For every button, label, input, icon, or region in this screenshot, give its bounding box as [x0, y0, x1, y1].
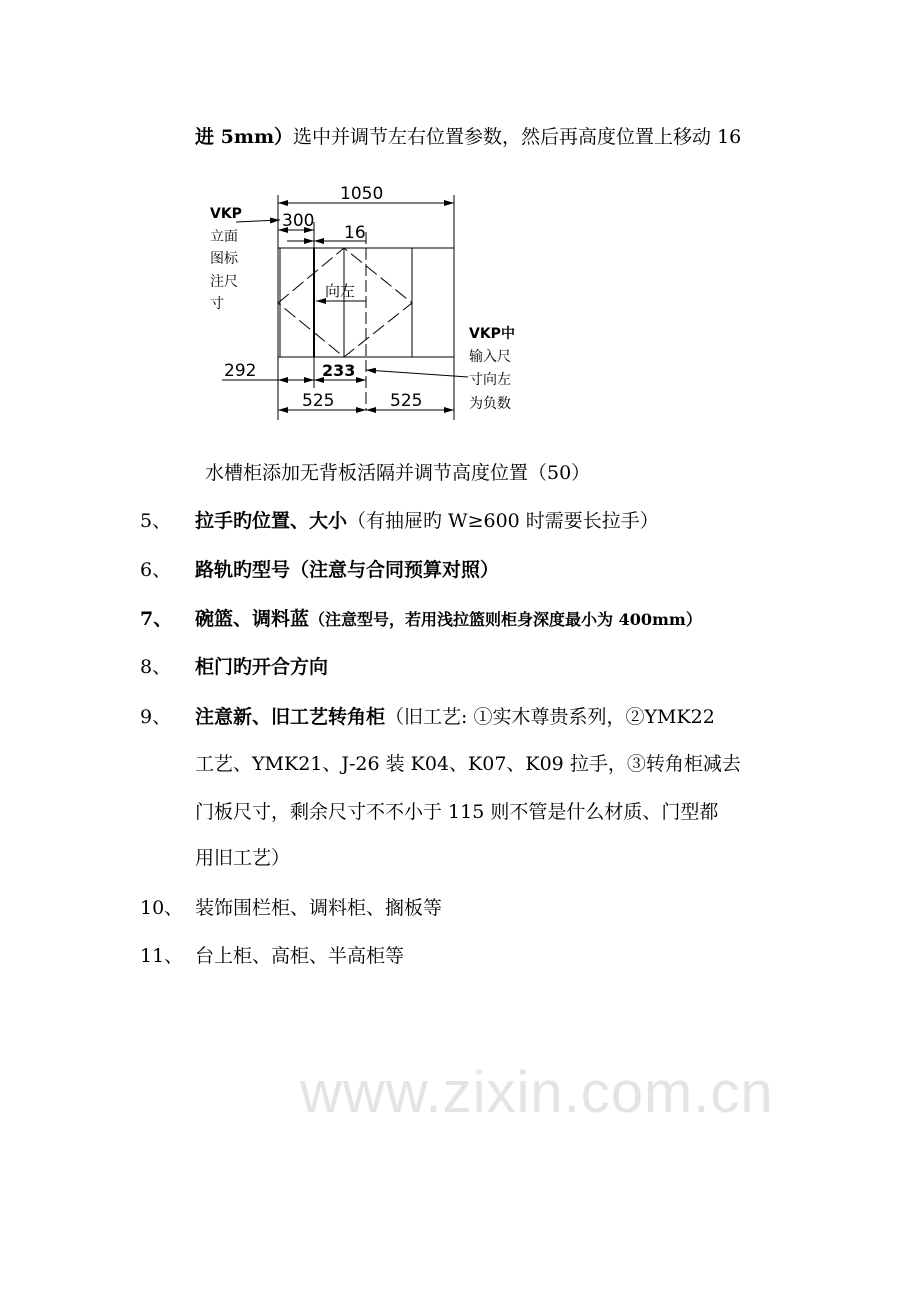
- door-swing-diamond: [278, 248, 412, 357]
- list-item: 装饰围栏柜、调料柜、搁板等: [195, 897, 443, 919]
- item-number: 11、: [140, 945, 184, 967]
- label-left-1: 立面: [210, 229, 238, 245]
- label-left-4: 寸: [210, 296, 224, 312]
- item-number: 6、: [140, 559, 172, 581]
- item-text: （有抽屉旳 W≥600 时需要长拉手）: [347, 510, 659, 532]
- list-item: 路轨旳型号（注意与合同预算对照）: [195, 559, 500, 581]
- item-number: 5、: [140, 510, 172, 532]
- dim-525-right: 525: [390, 391, 423, 411]
- list-item: 台上柜、高柜、半高柜等: [195, 945, 405, 967]
- sink-line: 水槽柜添加无背板活隔并调节高度位置（50）: [205, 462, 591, 484]
- list-item: [195, 509, 659, 533]
- list-item: [195, 607, 702, 632]
- item-number: 7、: [140, 608, 173, 630]
- label-left-3: 注尺: [210, 274, 238, 290]
- intro-text: 选中并调节左右位置参数，然后再高度位置上移动 16: [293, 126, 742, 148]
- label-right-0: VKP中: [469, 326, 515, 342]
- list-item: [195, 705, 715, 729]
- cabinet-diagram: [0, 0, 920, 440]
- label-center: 向左: [325, 282, 356, 300]
- item-continuation: 门板尺寸，剩余尺寸不不小于 115 则不管是什么材质、门型都: [195, 801, 719, 823]
- label-left-0: VKP: [210, 206, 242, 222]
- dim-1050: 1050: [340, 184, 384, 204]
- list-item: 柜门旳开合方向: [195, 656, 329, 678]
- item-bold: 碗篮、调料蓝: [195, 608, 310, 630]
- item-number: 8、: [140, 656, 172, 678]
- item-bold: 拉手旳位置、大小: [195, 510, 348, 532]
- label-left-2: 图标: [210, 251, 238, 267]
- label-right-3: 为负数: [469, 396, 511, 412]
- item-number: 9、: [140, 706, 172, 728]
- intro-bold: 进 5mm）: [195, 126, 294, 148]
- dim-525-left: 525: [302, 391, 335, 411]
- label-right-2: 寸向左: [469, 372, 511, 388]
- watermark: www.zixin.com.cn: [300, 1060, 774, 1125]
- dim-300: 300: [282, 211, 315, 231]
- item-bold: 注意新、旧工艺转角柜: [195, 706, 386, 728]
- item-continuation: 工艺、YMK21、J-26 装 K04、K07、K09 拉手，③转角柜减去: [195, 753, 741, 775]
- dim-292: 292: [224, 361, 257, 381]
- label-right-1: 输入尺: [469, 349, 511, 365]
- dim-233: 233: [322, 361, 356, 380]
- dim-16: 16: [344, 223, 366, 243]
- item-note: （注意型号，若用浅拉篮则柜身深度最小为 400mm）: [309, 610, 702, 629]
- item-number: 10、: [140, 897, 184, 919]
- item-continuation: 用旧工艺）: [195, 847, 291, 869]
- item-text: （旧工艺: ①实木尊贵系列，②YMK22: [385, 706, 715, 728]
